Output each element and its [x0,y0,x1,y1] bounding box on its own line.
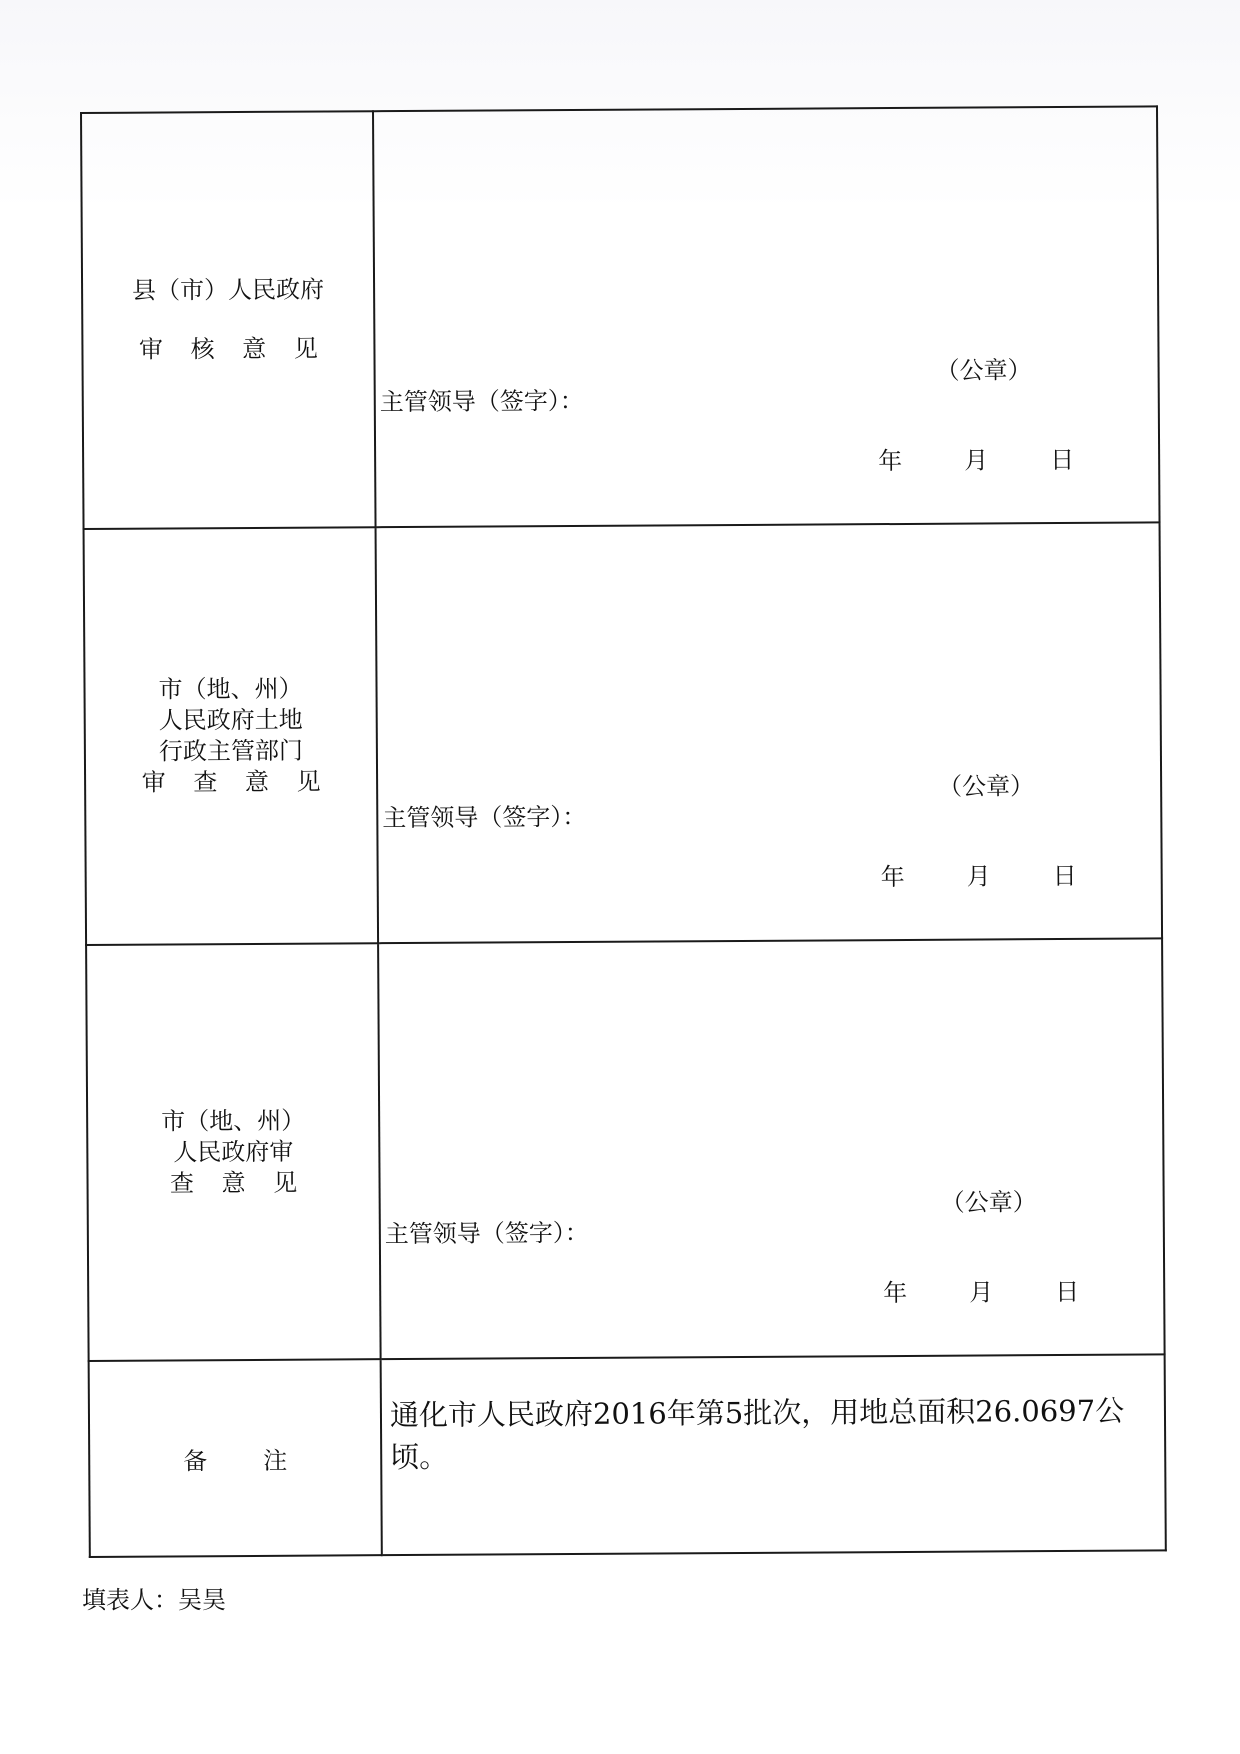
form-filler: 填表人：吴昊 [82,1586,226,1614]
date-row [883,1272,1079,1308]
label-line: 查 意 见 [169,1168,308,1197]
date-row [878,440,1074,476]
date-row [881,856,1077,892]
leader-signature-label: 主管领导（签字）： [379,386,584,417]
remarks-text: 通化市人民政府2016年第5批次，用地总面积26.0697公顷。 [389,1393,1125,1475]
date-month-label: 月 [969,1278,994,1307]
date-day-label: 日 [1050,445,1075,475]
city-land-dept-opinion-cell[interactable] [376,522,1163,943]
county-review-label [81,111,376,529]
date-day-label: 日 [1052,861,1077,891]
city-government-opinion-cell[interactable] [378,938,1165,1359]
label-line: 县（市）人民政府 [132,275,325,305]
official-seal-label: （公章） [935,356,1032,385]
leader-signature-label: 主管领导（签字）： [384,1218,589,1249]
label-line: 市（地、州） [161,1106,306,1136]
city-government-review-label [86,943,381,1361]
remarks-row [89,1354,1166,1557]
leader-signature-label: 主管领导（签字）： [382,802,587,833]
remarks-label: 备注 [183,1445,344,1475]
county-review-row [81,106,1160,529]
county-review-opinion-cell[interactable] [373,106,1160,527]
label-line: 人民政府审 [173,1137,294,1166]
city-land-dept-review-label [84,527,379,945]
date-year-label: 年 [880,862,905,892]
label-line: 审 查 意 见 [141,767,331,797]
review-form-table [80,105,1167,1558]
label-line: 市（地、州） [158,674,303,704]
remarks-label-cell [89,1359,382,1557]
date-year-label: 年 [878,446,903,476]
remarks-content-cell[interactable] [381,1354,1166,1555]
city-land-dept-review-row [84,522,1163,945]
official-seal-label: （公章） [940,1188,1037,1217]
label-line: 行政主管部门 [158,736,303,766]
city-government-review-row [86,938,1165,1361]
official-seal-label: （公章） [938,772,1035,801]
date-day-label: 日 [1055,1277,1080,1307]
date-year-label: 年 [883,1278,908,1308]
date-month-label: 月 [964,446,989,475]
label-line: 人民政府土地 [158,705,303,735]
label-line: 审 核 意 见 [138,334,328,364]
date-month-label: 月 [966,862,991,891]
